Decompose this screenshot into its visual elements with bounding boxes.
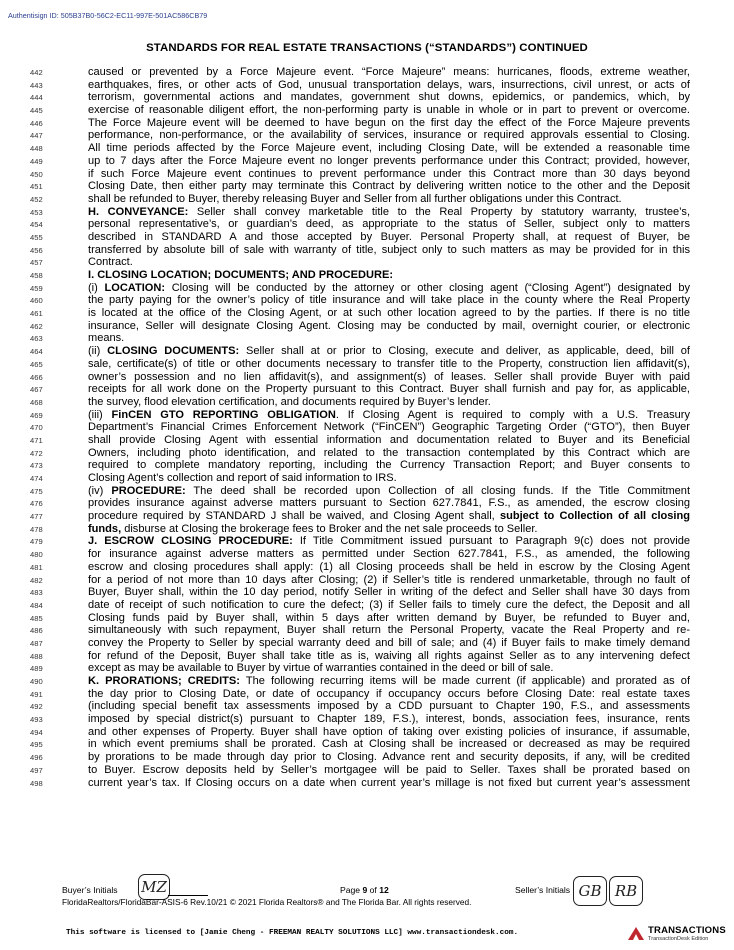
document-line xyxy=(0,624,734,637)
line-number: 489 xyxy=(30,664,43,674)
line-text xyxy=(88,383,690,396)
bold-text: J. ESCROW CLOSING PROCEDURE: xyxy=(88,535,293,548)
text-segment: Closing Date, then either party may terminate this Contract by delivering written notice to the other and the Deposit xyxy=(88,180,690,193)
document-line xyxy=(0,459,734,472)
line-number: 485 xyxy=(30,613,43,623)
document-line xyxy=(0,574,734,587)
document-line xyxy=(0,383,734,396)
line-text xyxy=(88,244,690,257)
line-text xyxy=(88,206,690,219)
line-number: 461 xyxy=(30,309,43,319)
line-text xyxy=(88,586,690,599)
line-text xyxy=(88,129,690,142)
text-segment: for a period of not more than 10 days after Closing; (2) if Seller’s title is rendered unmarketable, through no fault of xyxy=(88,573,690,586)
line-text xyxy=(88,180,690,193)
line-text xyxy=(88,282,690,295)
line-number: 482 xyxy=(30,575,43,585)
document-line xyxy=(0,168,734,181)
line-text xyxy=(88,612,690,625)
text-segment: Owners, including photo identification, and related to the transaction contemplated by this Contract which are xyxy=(88,446,690,459)
text-segment: the party paying for the owner’s policy of title insurance and will take place in the county where the Real Property xyxy=(88,294,690,307)
line-text xyxy=(88,637,690,650)
text-segment: Seller shall at or prior to Closing, execute and deliver, as applicable, deed, bill of xyxy=(239,345,690,358)
bold-text: I. CLOSING LOCATION; DOCUMENTS; AND PROCEDURE: xyxy=(88,269,394,281)
line-text xyxy=(88,294,690,307)
line-number: 464 xyxy=(30,347,43,357)
page-of: of xyxy=(369,885,377,895)
text-segment: Closing funds paid by Buyer shall, within 5 days after written demand by Buyer, be refunded to Buyer and, xyxy=(88,611,690,624)
line-number: 448 xyxy=(30,144,43,154)
line-number: 494 xyxy=(30,727,43,737)
line-text xyxy=(88,320,690,333)
document-line xyxy=(0,345,734,358)
text-segment: by prorations to be made through day prior to Closing. Advance rent and security deposits, if any, will be credited xyxy=(88,751,690,764)
line-text xyxy=(88,231,690,244)
document-line xyxy=(0,751,734,764)
buyer-initials-label: Buyer’s Initials xyxy=(62,885,118,895)
document-line xyxy=(0,523,734,536)
text-segment: the survey, flood elevation certification, and documents required by Buyer’s lender. xyxy=(88,395,491,408)
document-line xyxy=(0,662,734,675)
line-text xyxy=(88,193,690,206)
line-number: 453 xyxy=(30,207,43,217)
text-segment: convey the Property to Seller by special warranty deed and bill of sale; and (4) if Buyer fails to make timely demand xyxy=(88,636,690,649)
transactions-logo-icon xyxy=(627,925,645,941)
text-segment: for insurance against adverse matters as permitted under Section 627.7841, F.S., as amended, the following xyxy=(88,548,690,561)
page-footer xyxy=(0,880,734,950)
text-segment: personal representative’s, or guardian’s deed, as appropriate to the status of Seller, subject only to matters xyxy=(88,218,690,231)
line-text xyxy=(88,307,690,320)
line-number: 498 xyxy=(30,778,43,788)
line-number: 472 xyxy=(30,448,43,458)
line-number: 491 xyxy=(30,689,43,699)
text-segment: transferred by absolute bill of sale with warranty of title, subject only to such matters as may be provided for in this xyxy=(88,243,690,256)
bold-text: subject to Collection of all closing xyxy=(499,510,690,523)
authentisign-id: Authentisign ID: 505B37B0-56C2-EC11-997E-501AC586CB79 xyxy=(8,11,208,20)
document-line xyxy=(0,497,734,510)
document-line xyxy=(0,256,734,269)
text-segment: earthquakes, fires, or other acts of God, unusual transportation delays, wars, insurrections, civil unrest, or acts of xyxy=(88,78,690,91)
line-text xyxy=(88,117,690,130)
document-line xyxy=(0,142,734,155)
text-segment: current year’s tax. If Closing occurs on a date when current year’s millage is not fixed but current year’s assessment xyxy=(88,776,690,789)
text-segment: and other expenses of Property. Buyer shall have option of taking over existing policies of insurance, if assumable, xyxy=(88,725,690,738)
document-line xyxy=(0,700,734,713)
text-segment: Seller shall convey marketable title to the Real Property by statutory warranty, trustee’s, xyxy=(188,205,690,218)
document-line xyxy=(0,155,734,168)
line-number: 444 xyxy=(30,93,43,103)
document-line xyxy=(0,104,734,117)
line-text xyxy=(88,269,690,282)
text-segment: for refund of the Deposit, Buyer shall take title as is, waiving all rights against Seller as to any intervening defect xyxy=(88,649,690,662)
document-line xyxy=(0,358,734,371)
logo-subtitle: TransactionDesk Edition xyxy=(648,936,709,942)
text-segment: provides insurance against adverse matters pursuant to Section 627.7841, F.S., as amended, the escrow closing xyxy=(88,497,690,510)
document-line xyxy=(0,409,734,422)
line-number: 473 xyxy=(30,461,43,471)
text-segment: Department’s Financial Crimes Enforcement Network (“FinCEN”) Geographic Targeting Order (“GTO”), then Buyer xyxy=(88,421,690,434)
line-text xyxy=(88,371,690,384)
line-text xyxy=(88,396,690,409)
text-segment: The Force Majeure event will be deemed to have begun on the first day the effect of the Force Majeure prevents xyxy=(88,116,690,129)
text-segment: Closing will be conducted by the attorney or other closing agent (“Closing Agent”) designated by xyxy=(165,281,690,294)
document-line xyxy=(0,231,734,244)
text-segment: caused or prevented by a Force Majeure event. “Force Majeure” means: hurricanes, floods, extreme weather, xyxy=(88,66,690,78)
line-number: 492 xyxy=(30,702,43,712)
seller-initial-box-2[interactable] xyxy=(609,876,643,906)
document-line xyxy=(0,129,734,142)
line-text xyxy=(88,104,690,117)
document-line xyxy=(0,371,734,384)
document-line xyxy=(0,764,734,777)
line-text xyxy=(88,497,690,510)
buyer-initial-line-2[interactable] xyxy=(168,895,208,896)
line-text xyxy=(88,409,690,422)
document-line xyxy=(0,193,734,206)
text-segment: simultaneously with such repayment, Buyer shall return the Personal Property, vacate the Real Property and re- xyxy=(88,624,690,637)
document-line xyxy=(0,66,734,79)
line-text xyxy=(88,662,690,675)
line-number: 475 xyxy=(30,486,43,496)
line-number: 477 xyxy=(30,512,43,522)
line-text xyxy=(88,66,690,79)
line-text xyxy=(88,561,690,574)
line-number: 484 xyxy=(30,600,43,610)
line-number: 456 xyxy=(30,245,43,255)
line-number: 483 xyxy=(30,588,43,598)
line-number: 486 xyxy=(30,626,43,636)
document-line xyxy=(0,777,734,790)
text-segment: procedure required by STANDARD J shall be waived, and Closing Agent shall, xyxy=(88,510,500,523)
text-segment: (ii) xyxy=(88,345,108,358)
document-line xyxy=(0,396,734,409)
line-number: 490 xyxy=(30,677,43,686)
document-line xyxy=(0,332,734,345)
line-text xyxy=(88,713,690,726)
line-text xyxy=(88,472,690,485)
line-text xyxy=(88,700,690,713)
line-number: 455 xyxy=(30,232,43,242)
line-number: 487 xyxy=(30,638,43,648)
document-line xyxy=(0,599,734,612)
line-number: 454 xyxy=(30,220,43,230)
bold-text: K. PRORATIONS; CREDITS: xyxy=(88,675,240,687)
document-line xyxy=(0,485,734,498)
line-number: 479 xyxy=(30,537,43,547)
text-segment: to Buyer. Escrow deposits held by Seller’s mortgagee will be paid to Seller. Taxes shall be prorated based on xyxy=(88,763,690,776)
text-segment: terrorism, governmental actions and mandates, government shut downs, epidemics, or pandemics, which, by xyxy=(88,91,690,104)
line-number: 467 xyxy=(30,385,43,395)
text-segment: up to 7 days after the Force Majeure event no longer prevents performance under this Contract; provided, however, xyxy=(88,154,690,167)
page-number: 9 xyxy=(362,885,368,895)
line-number: 462 xyxy=(30,321,43,331)
line-text xyxy=(88,574,690,587)
license-notice: This software is licensed to [Jamie Cheng - FREEMAN REALTY SOLUTIONS LLC] www.transactiondesk.com. xyxy=(66,929,519,937)
bold-text: LOCATION: xyxy=(104,281,166,294)
text-segment: Closing Agent’s collection and report of said information to IRS. xyxy=(88,472,397,484)
line-text xyxy=(88,548,690,561)
document-line xyxy=(0,612,734,625)
line-text xyxy=(88,523,690,536)
document-line xyxy=(0,117,734,130)
line-number: 480 xyxy=(30,550,43,560)
seller-initial-box-1[interactable] xyxy=(573,876,607,906)
line-number: 457 xyxy=(30,258,43,268)
bold-text: PROCEDURE: xyxy=(111,484,186,497)
text-segment: performance, non-performance, or the availability of services, insurance or required approvals essential to Closing. xyxy=(88,129,690,142)
bold-text: funds, xyxy=(88,522,122,535)
text-segment: is located at the office of the Closing Agent, or at such other location agreed to by the parties. If there is no title xyxy=(88,307,690,320)
line-number: 466 xyxy=(30,372,43,382)
line-number: 471 xyxy=(30,435,43,445)
line-number: 447 xyxy=(30,131,43,141)
line-number: 451 xyxy=(30,182,43,192)
text-segment: (iv) xyxy=(88,484,112,497)
line-text xyxy=(88,345,690,358)
seller-initial-1: GB xyxy=(578,882,602,900)
text-segment: shall be refunded to Buyer, thereby releasing Buyer and Seller from all further obligations under this Contract. xyxy=(88,192,622,205)
document-line xyxy=(0,91,734,104)
line-number: 449 xyxy=(30,156,43,166)
line-number: 468 xyxy=(30,397,43,407)
document-line xyxy=(0,561,734,574)
document-line xyxy=(0,307,734,320)
document-line xyxy=(0,650,734,663)
line-text xyxy=(88,332,690,345)
text-segment: (including special benefit tax assessments imposed by a CDD pursuant to Chapter 190, F.S., and assessments xyxy=(88,700,690,713)
text-segment: shall provide Closing Agent with essential information and documentation related to Buyer and its Beneficial xyxy=(88,433,690,446)
line-number: 460 xyxy=(30,296,43,306)
document-line xyxy=(0,472,734,485)
bold-text: CLOSING DOCUMENTS: xyxy=(107,345,240,358)
text-segment: disburse at Closing the brokerage fees to Broker and the net sale proceeds to Seller. xyxy=(121,522,538,535)
line-text xyxy=(88,688,690,701)
text-segment: insurance, Seller will designate Closing Agent. Closing may be conducted by mail, overnight courier, or electronic xyxy=(88,319,690,332)
text-segment: in which event premiums shall be prorated. Cash at Closing shall be increased or decreased as may be required xyxy=(88,738,690,751)
document-line xyxy=(0,535,734,548)
seller-initials-label: Seller’s Initials xyxy=(515,885,571,895)
document-line xyxy=(0,244,734,257)
line-number: 452 xyxy=(30,194,43,204)
line-number: 442 xyxy=(30,68,43,77)
line-number: 497 xyxy=(30,765,43,775)
line-text xyxy=(88,91,690,104)
line-text xyxy=(88,535,690,548)
document-line xyxy=(0,180,734,193)
line-number: 488 xyxy=(30,651,43,661)
transactions-logo xyxy=(627,925,726,946)
text-segment: if such Force Majeure event continues to prevent performance under this Contract more than 30 days beyond xyxy=(88,167,690,180)
line-text xyxy=(88,421,690,434)
line-text xyxy=(88,155,690,168)
page-indicator xyxy=(340,885,389,895)
line-text xyxy=(88,751,690,764)
document-line xyxy=(0,586,734,599)
text-segment: The deed shall be recorded upon Collection of all closing funds. If the Title Commitment xyxy=(185,484,690,497)
document-line xyxy=(0,294,734,307)
line-number: 445 xyxy=(30,106,43,116)
document-line xyxy=(0,447,734,460)
document-line xyxy=(0,269,734,282)
document-body xyxy=(0,66,734,789)
text-segment: (i) xyxy=(88,281,105,294)
text-segment: except as may be available to Buyer by virtue of warranties contained in the deed or bill of sale. xyxy=(88,662,554,675)
text-segment: sale, certificate(s) of title or other documents necessary to transfer title to the Property, construction lien affidavit(s), xyxy=(88,357,690,370)
line-text xyxy=(88,485,690,498)
text-segment: (iii) xyxy=(88,408,112,421)
line-text xyxy=(88,434,690,447)
text-segment: Buyer, Buyer shall, within the 10 day period, notify Seller in writing of the defect and Seller shall have 30 days from xyxy=(88,586,690,599)
line-number: 450 xyxy=(30,169,43,179)
bold-text: H. CONVEYANCE: xyxy=(88,205,189,218)
line-number: 496 xyxy=(30,753,43,763)
text-segment: the day prior to Closing Date, or date of occupancy if occupancy occurs before Closing Date: real estate taxes xyxy=(88,687,690,700)
text-segment: date of receipt of such notification to cure the defect; (3) if Seller fails to timely cure the defect, the Deposit and all xyxy=(88,598,690,611)
seller-initial-2: RB xyxy=(614,882,638,900)
document-line xyxy=(0,548,734,561)
line-text xyxy=(88,764,690,777)
text-segment: owner’s possession and no lien affidavit(s), and assignment(s) of leases. Seller shall provide Buyer with paid xyxy=(88,370,690,383)
text-segment: receipts for all work done on the Property pursuant to this Contract. Buyer shall furnish and pay for, as applicable, xyxy=(88,383,690,396)
line-number: 495 xyxy=(30,740,43,750)
line-number: 474 xyxy=(30,474,43,483)
line-text xyxy=(88,168,690,181)
line-number: 463 xyxy=(30,334,43,344)
line-text xyxy=(88,459,690,472)
page-header: STANDARDS FOR REAL ESTATE TRANSACTIONS (“STANDARDS”) CONTINUED xyxy=(146,42,588,54)
line-number: 446 xyxy=(30,118,43,128)
text-segment: All time periods affected by the Force Majeure event, including Closing Date, will be extended a reasonable time xyxy=(88,142,690,155)
line-number: 476 xyxy=(30,499,43,509)
document-line xyxy=(0,320,734,333)
line-text xyxy=(88,142,690,155)
document-line xyxy=(0,434,734,447)
text-segment: Contract. xyxy=(88,256,133,269)
text-segment: If Title Commitment issued pursuant to Paragraph 9(c) does not provide xyxy=(292,535,690,548)
document-line xyxy=(0,688,734,701)
document-line xyxy=(0,726,734,739)
line-text xyxy=(88,777,690,790)
line-text xyxy=(88,510,690,523)
line-text xyxy=(88,79,690,92)
line-number: 470 xyxy=(30,423,43,433)
text-segment: . If Closing Agent is required to comply with a U.S. Treasury xyxy=(335,408,690,421)
line-number: 458 xyxy=(30,271,43,280)
text-segment: The following recurring items will be made current (if applicable) and prorated as of xyxy=(239,675,690,687)
text-segment: means. xyxy=(88,332,125,345)
line-text xyxy=(88,256,690,269)
text-segment: required to complete mandatory reporting, including the Currency Transaction Report; and Buyer consents to xyxy=(88,459,690,472)
form-id: FloridaRealtors/FloridaBar-ASIS-6 Rev.10/21 © 2021 Florida Realtors® and The Florida Bar. All rights reserved. xyxy=(62,897,472,907)
page-label: Page xyxy=(340,885,361,895)
line-text xyxy=(88,675,690,688)
logo-name: TRANSACTIONS xyxy=(648,925,726,936)
bold-text: FinCEN GTO REPORTING OBLIGATION xyxy=(111,408,336,421)
document-line xyxy=(0,421,734,434)
document-line xyxy=(0,713,734,726)
page-total: 12 xyxy=(379,885,389,895)
line-number: 481 xyxy=(30,562,43,572)
document-line xyxy=(0,675,734,688)
document-line xyxy=(0,637,734,650)
document-line xyxy=(0,738,734,751)
line-number: 465 xyxy=(30,359,43,369)
line-text xyxy=(88,624,690,637)
line-text xyxy=(88,738,690,751)
line-text xyxy=(88,447,690,460)
line-number: 459 xyxy=(30,283,43,293)
document-line xyxy=(0,218,734,231)
text-segment: described in STANDARD A and those accepted by Buyer. Personal Property shall, at request of Buyer, be xyxy=(88,230,690,243)
line-text xyxy=(88,358,690,371)
document-line xyxy=(0,282,734,295)
line-text xyxy=(88,726,690,739)
line-text xyxy=(88,650,690,663)
line-text xyxy=(88,599,690,612)
line-number: 443 xyxy=(30,80,43,90)
line-number: 469 xyxy=(30,410,43,420)
text-segment: escrow and closing procedures shall apply: (1) all Closing proceeds shall be held in escrow by the Closing Agent xyxy=(88,560,690,573)
text-segment: exercise of reasonable diligent effort, the non-performing party is unable in whole or in part to prevent or overcome. xyxy=(88,104,690,117)
line-text xyxy=(88,218,690,231)
document-line xyxy=(0,79,734,92)
line-number: 493 xyxy=(30,715,43,725)
line-number: 478 xyxy=(30,524,43,534)
buyer-initial-1: MZ xyxy=(141,878,167,896)
document-line xyxy=(0,510,734,523)
document-line xyxy=(0,206,734,219)
text-segment: imposed by special district(s) pursuant to Chapter 189, F.S.), interest, bonds, association fees, insurance, rents xyxy=(88,713,690,726)
